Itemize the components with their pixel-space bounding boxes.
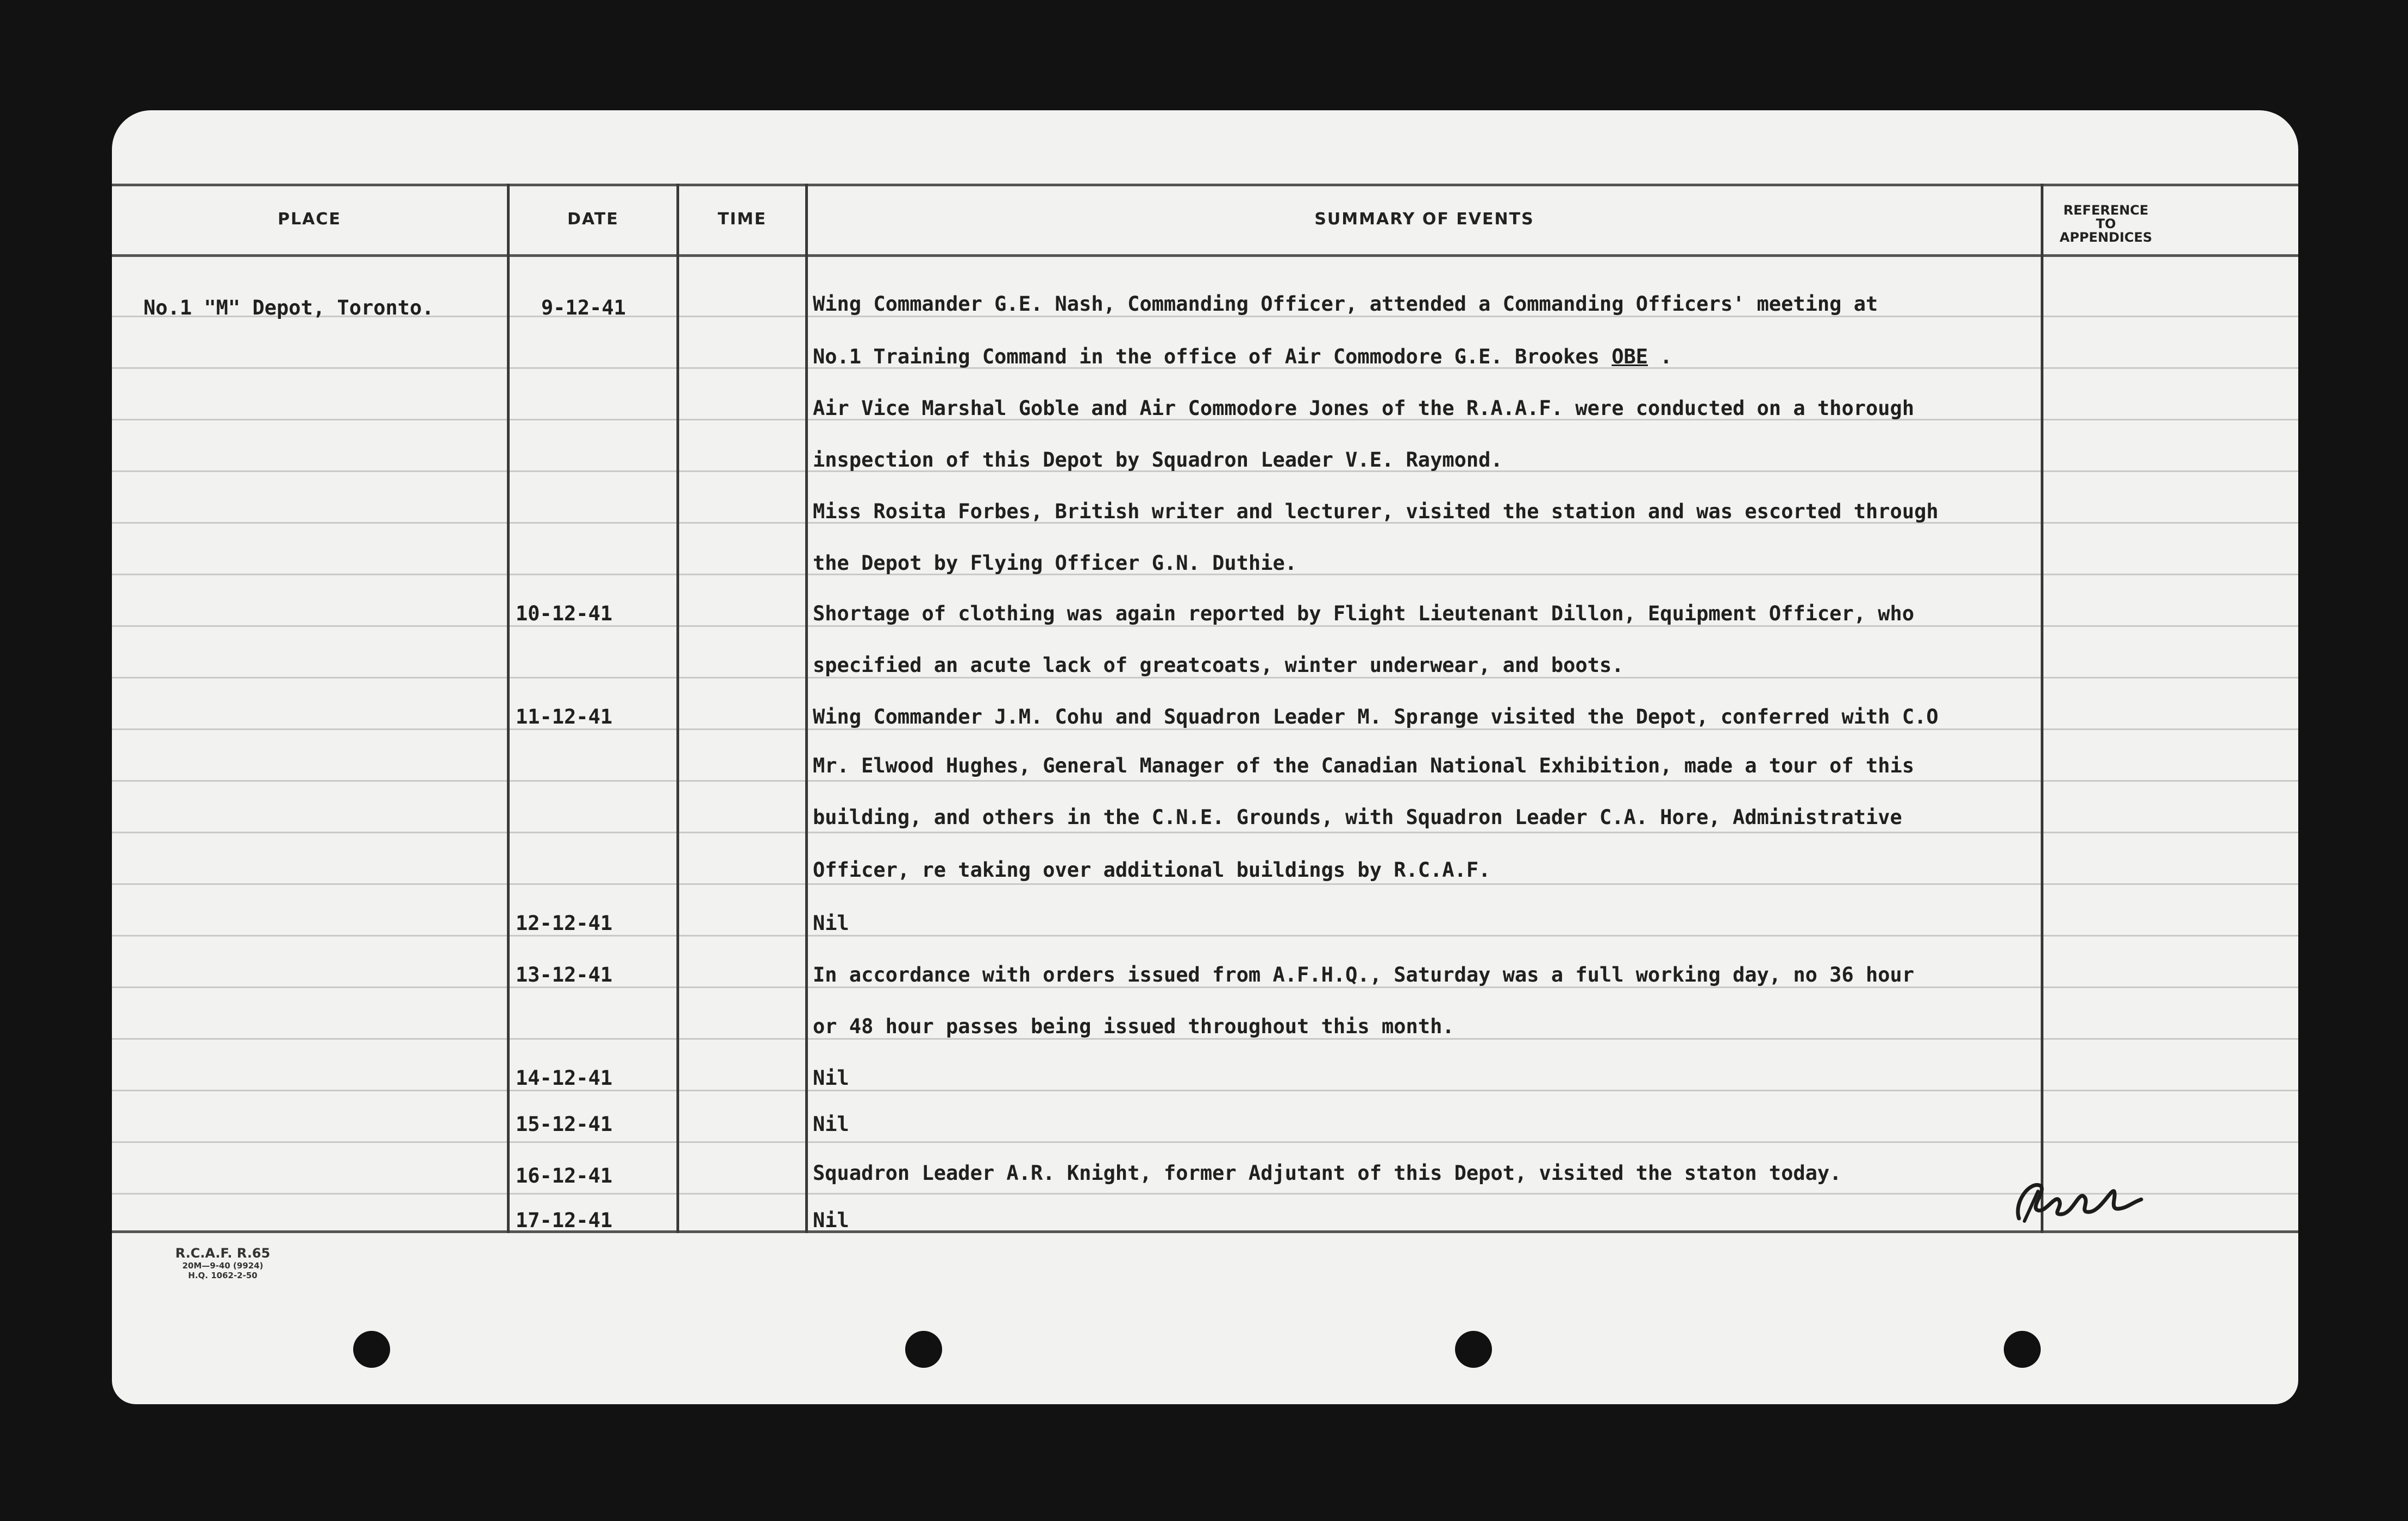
header-time: TIME xyxy=(718,210,767,229)
binder-hole xyxy=(905,1331,942,1368)
summary-line: Shortage of clothing was again reported by Flight Lieutenant Dillon, Equipment Officer, who xyxy=(813,602,1915,625)
ruled-line xyxy=(112,625,2298,627)
summary-line: Nil xyxy=(813,1066,849,1090)
ruled-line xyxy=(112,316,2298,317)
summary-line: Squadron Leader A.R. Knight, former Adjutant of this Depot, visited the staton today. xyxy=(813,1161,1842,1185)
summary-line: inspection of this Depot by Squadron Leader V.E. Raymond. xyxy=(813,448,1503,472)
summary-line: Air Vice Marshal Goble and Air Commodore Jones of the R.A.A.F. were conducted on a thorough xyxy=(813,397,1915,420)
ruled-line xyxy=(112,832,2298,833)
binder-hole xyxy=(2004,1331,2041,1368)
header-place: PLACE xyxy=(278,210,341,229)
ruled-line xyxy=(112,1193,2298,1195)
ruled-line xyxy=(112,1038,2298,1040)
obe-text: OBE xyxy=(1611,345,1648,368)
date-entry: 17-12-41 xyxy=(516,1209,613,1232)
summary-line: the Depot by Flying Officer G.N. Duthie. xyxy=(813,551,1297,575)
column-divider xyxy=(805,184,808,1233)
binder-hole xyxy=(353,1331,390,1368)
form-print-code: 20M—9-40 (9924) xyxy=(182,1261,264,1271)
header-bottom-rule xyxy=(112,254,2298,257)
summary-line: Officer, re taking over additional buildings by R.C.A.F. xyxy=(813,858,1491,882)
date-entry: 16-12-41 xyxy=(516,1164,613,1187)
header-summary: SUMMARY OF EVENTS xyxy=(1314,210,1534,229)
summary-line: Mr. Elwood Hughes, General Manager of the Canadian National Exhibition, made a tour of this xyxy=(813,754,1915,777)
summary-line: Nil xyxy=(813,1209,849,1232)
date-entry: 12-12-41 xyxy=(516,912,613,935)
summary-line: Wing Commander G.E. Nash, Commanding Officer, attended a Commanding Officers' meeting at xyxy=(813,292,1878,316)
summary-line: Nil xyxy=(813,912,849,935)
summary-line: Miss Rosita Forbes, British writer and lecturer, visited the station and was escorted through xyxy=(813,500,1939,523)
obe-suffix: . xyxy=(1660,345,1672,368)
column-divider xyxy=(676,184,679,1233)
ruled-line xyxy=(112,1090,2298,1091)
summary-line xyxy=(813,345,1672,368)
header-reference-line3: APPENDICES xyxy=(2059,230,2153,245)
date-entry: 14-12-41 xyxy=(516,1066,613,1090)
ruled-line xyxy=(112,728,2298,730)
binder-hole xyxy=(1455,1331,1492,1368)
header-top-rule xyxy=(112,184,2298,186)
column-divider xyxy=(507,184,510,1233)
summary-line: Nil xyxy=(813,1113,849,1136)
summary-line: Wing Commander J.M. Cohu and Squadron Leader M. Sprange visited the Depot, conferred with C.O xyxy=(813,705,1939,728)
date-entry: 15-12-41 xyxy=(516,1113,613,1136)
summary-line: or 48 hour passes being issued throughout this month. xyxy=(813,1015,1454,1038)
header-date: DATE xyxy=(567,210,619,229)
ruled-line xyxy=(112,986,2298,988)
header-reference xyxy=(2024,204,2187,244)
date-entry: 9-12-41 xyxy=(541,296,626,319)
handwritten-initials xyxy=(2008,1170,2149,1229)
ruled-line xyxy=(112,883,2298,885)
header-reference-line2: TO xyxy=(2096,216,2116,231)
date-entry: 10-12-41 xyxy=(516,602,613,625)
summary-line: building, and others in the C.N.E. Grounds, with Squadron Leader C.A. Hore, Administrative xyxy=(813,806,1902,829)
diary-form-card xyxy=(112,110,2298,1404)
ruled-line xyxy=(112,780,2298,782)
form-number: R.C.A.F. R.65 xyxy=(175,1246,271,1261)
summary-line: specified an acute lack of greatcoats, winter underwear, and boots. xyxy=(813,653,1624,677)
ruled-line xyxy=(112,1141,2298,1143)
bottom-rule xyxy=(112,1230,2298,1233)
ruled-line xyxy=(112,677,2298,678)
form-identifier xyxy=(163,1246,283,1280)
summary-line: In accordance with orders issued from A.F.H.Q., Saturday was a full working day, no 36 hour xyxy=(813,963,1915,986)
place-entry: No.1 "M" Depot, Toronto. xyxy=(143,296,434,319)
form-hq-code: H.Q. 1062-2-50 xyxy=(188,1271,258,1280)
summary-line-text: No.1 Training Command in the office of Air Commodore G.E. Brookes xyxy=(813,345,1600,368)
date-entry: 13-12-41 xyxy=(516,963,613,986)
ruled-line xyxy=(112,935,2298,937)
date-entry: 11-12-41 xyxy=(516,705,613,728)
header-reference-line1: REFERENCE xyxy=(2063,203,2149,218)
column-divider xyxy=(2041,184,2043,1233)
